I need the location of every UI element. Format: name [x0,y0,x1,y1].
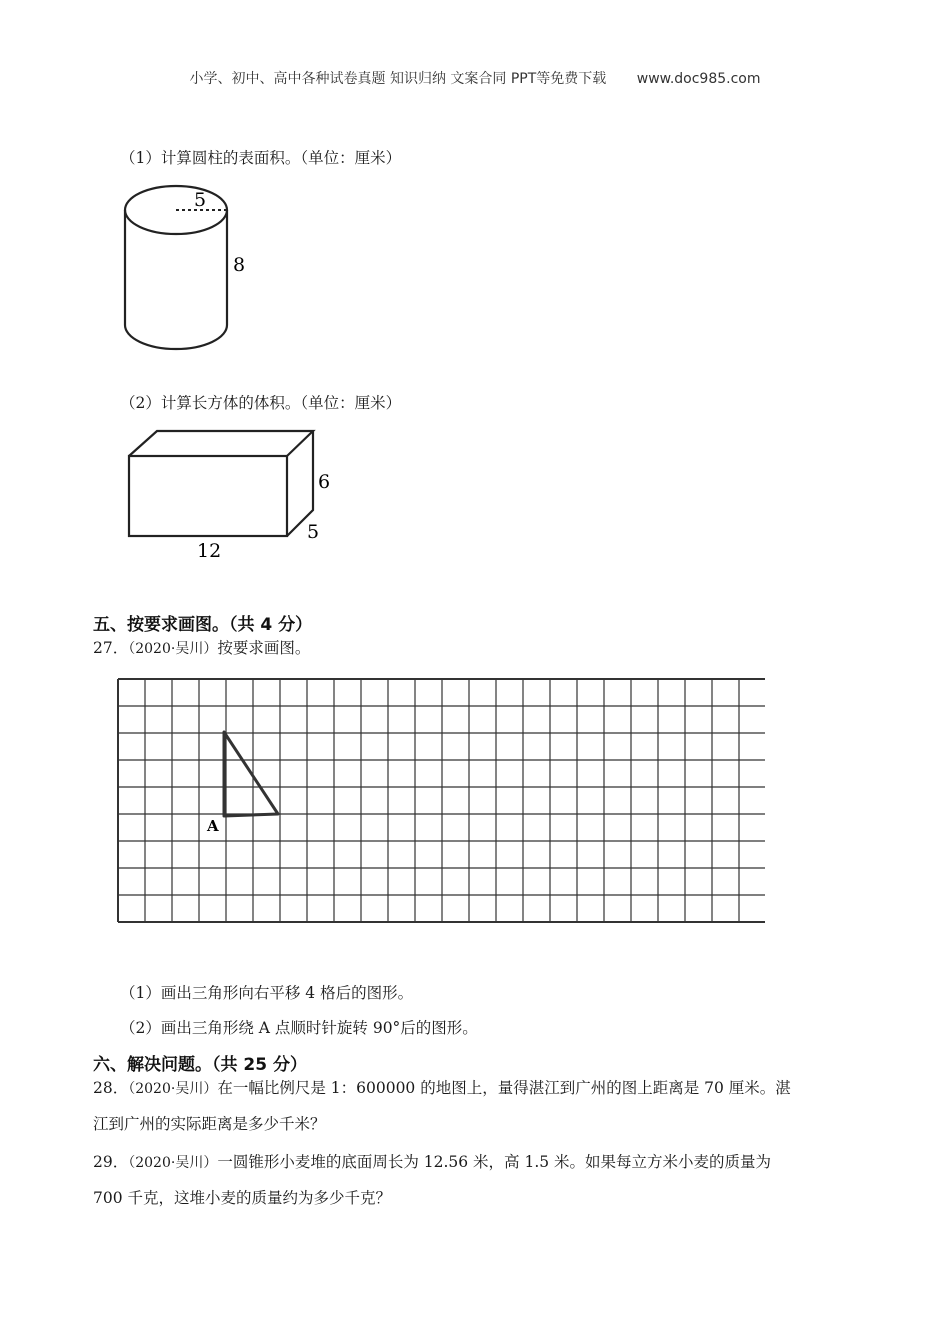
question-28-text: 在一幅比例尺是 1：600000 的地图上，量得湛江到广州的图上距离是 70 厘米。湛 [217,1079,791,1097]
question-27-sub1: （1）画出三角形向右平移 4 格后的图形。 [120,984,414,1002]
cuboid-figure [120,426,350,564]
question-29-number: 29． [93,1153,129,1171]
question-29-line2: 700 千克，这堆小麦的质量约为多少千克？ [93,1189,392,1207]
cuboid-height-label: 6 [318,471,331,493]
grid-lines [118,679,765,922]
section6-title: 六、解决问题。（共 25 分） [93,1055,307,1075]
question-29-line1 [93,1150,771,1172]
cuboid-question: （2）计算长方体的体积。（单位：厘米） [120,394,402,412]
cuboid-top-face [129,431,313,456]
page-header [0,68,950,88]
question-27-text: 按要求画图。 [217,639,311,657]
question-28-line2: 江到广州的实际距离是多少千米？ [93,1115,326,1133]
cylinder-radius-label: 5 [194,189,207,211]
cuboid-length-label: 12 [197,540,222,562]
cylinder-height-label: 8 [233,254,246,276]
section5-title: 五、按要求画图。（共 4 分） [93,615,313,635]
question-27-number: 27． [93,639,129,657]
question-28-source: （2020·吴川） [128,1081,218,1097]
question-27-source: （2020·吴川） [128,641,218,657]
question-27 [93,636,310,658]
point-a-label: A [207,817,219,835]
cuboid-front-face [129,456,287,536]
cuboid-width-label: 5 [307,521,320,543]
question-27-sub2: （2）画出三角形绕 A 点顺时针旋转 90°后的图形。 [120,1019,478,1037]
header-text: 小学、初中、高中各种试卷真题 知识归纳 文案合同 PPT等免费下载 [189,71,607,87]
grid-figure [115,676,765,932]
question-28-line1 [93,1076,791,1098]
cylinder-figure [110,178,250,373]
header-site: www.doc985.com [636,71,761,87]
question-29-text: 一圆锥形小麦堆的底面周长为 12.56 米，高 1.5 米。如果每立方米小麦的质量为 [217,1153,772,1171]
question-29-source: （2020·吴川） [128,1155,218,1171]
triangle-shape [224,732,278,816]
cylinder-question: （1）计算圆柱的表面积。（单位：厘米） [120,149,402,167]
question-28-number: 28． [93,1079,129,1097]
cylinder-bottom-arc [125,325,227,349]
